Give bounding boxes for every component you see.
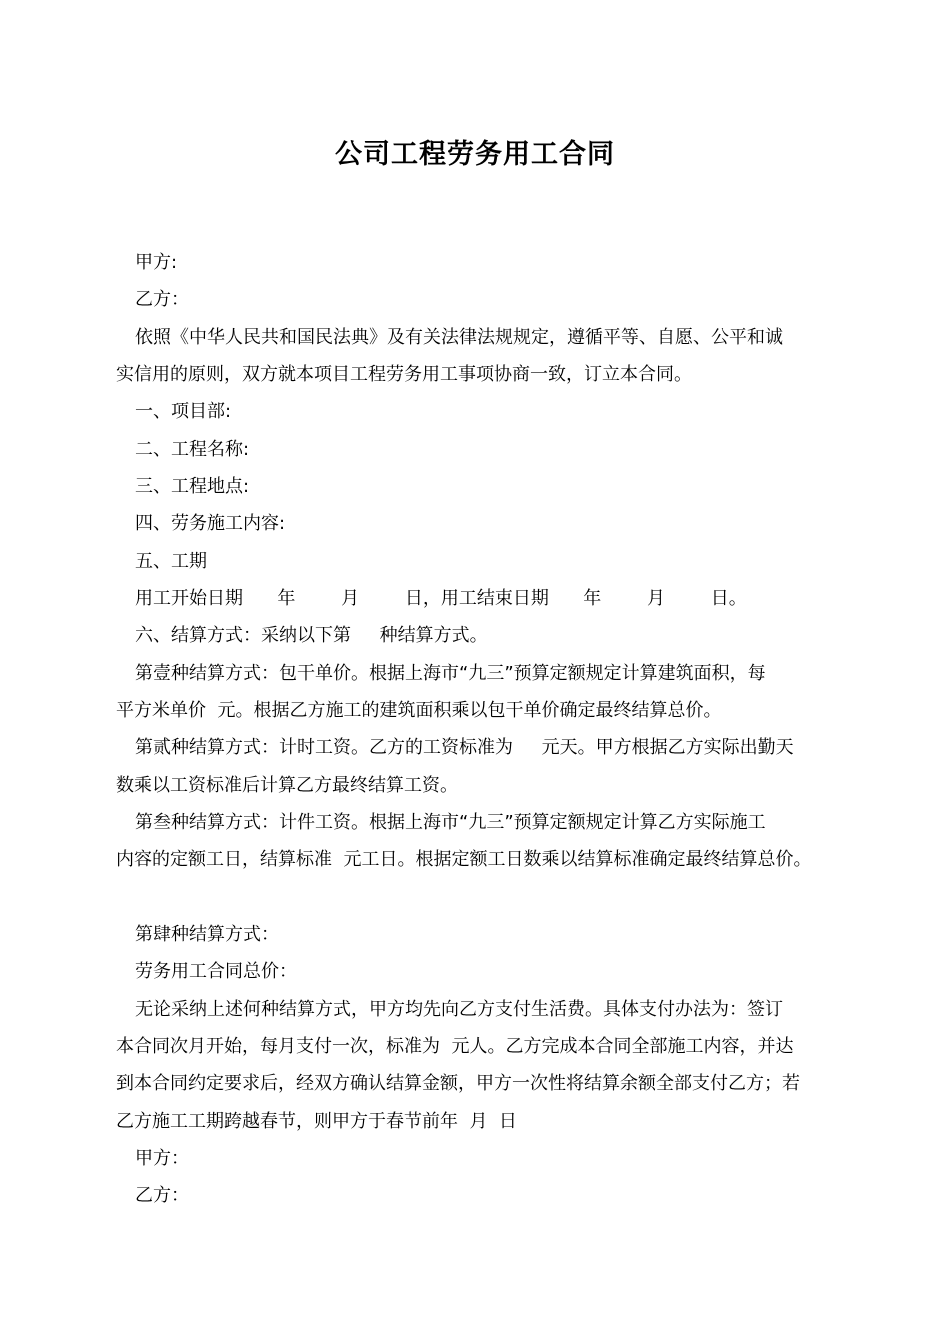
item-project-department: 一、项目部: [135, 401, 232, 422]
method-1-line-1: 第壹种结算方式：包干单价。根据上海市“九三”预算定额规定计算建筑面积，每 [135, 663, 766, 684]
payment-line-1: 无论采纳上述何种结算方式，甲方均先向乙方支付生活费。具体支付办法为：签订 [135, 999, 783, 1020]
item-settlement-method: 六、结算方式：采纳以下第 种结算方式。 [135, 625, 488, 646]
method-2-line-2: 数乘以工资标准后计算乙方最终结算工资。 [116, 775, 458, 796]
intro-line-2: 实信用的原则，双方就本项目工程劳务用工事项协商一致，订立本合同。 [116, 364, 692, 385]
item-project-location: 三、工程地点: [135, 476, 250, 497]
method-2-line-1: 第贰种结算方式：计时工资。乙方的工资标准为 元天。甲方根据乙方实际出勤天 [135, 737, 794, 758]
method-3-line-1: 第叁种结算方式：计件工资。根据上海市“九三”预算定额规定计算乙方实际施工 [135, 812, 766, 833]
payment-line-2: 本合同次月开始，每月支付一次，标准为 元人。乙方完成本合同全部施工内容，并达 [116, 1036, 794, 1057]
intro-line-1: 依照《中华人民共和国民法典》及有关法律法规规定，遵循平等、自愿、公平和诚 [135, 327, 783, 348]
signature-party-a: 甲方： [135, 1148, 189, 1169]
method-3-line-2: 内容的定额工日，结算标准 元工日。根据定额工日数乘以结算标准确定最终结算总价。 [116, 849, 812, 870]
signature-party-b: 乙方： [135, 1185, 189, 1206]
payment-line-3: 到本合同约定要求后，经双方确认结算金额，甲方一次性将结算余额全部支付乙方；若 [116, 1073, 800, 1094]
total-contract-price: 劳务用工合同总价： [135, 961, 297, 982]
party-b-label: 乙方： [135, 289, 189, 310]
method-1-line-2: 平方米单价 元。根据乙方施工的建筑面积乘以包干单价确定最终结算总价。 [116, 700, 722, 721]
item-work-period: 五、工期 [135, 551, 207, 572]
document-title: 公司工程劳务用工合同 [335, 139, 615, 170]
method-4: 第肆种结算方式： [135, 924, 279, 945]
item-project-name: 二、工程名称: [135, 439, 250, 460]
party-a-label: 甲方: [135, 252, 178, 273]
work-period-dates: 用工开始日期 年 月 日，用工结束日期 年 月 日。 [135, 588, 747, 609]
payment-line-4: 乙方施工工期跨越春节，则甲方于春节前年 月 日 [116, 1111, 517, 1132]
item-labor-content: 四、劳务施工内容: [135, 513, 286, 534]
